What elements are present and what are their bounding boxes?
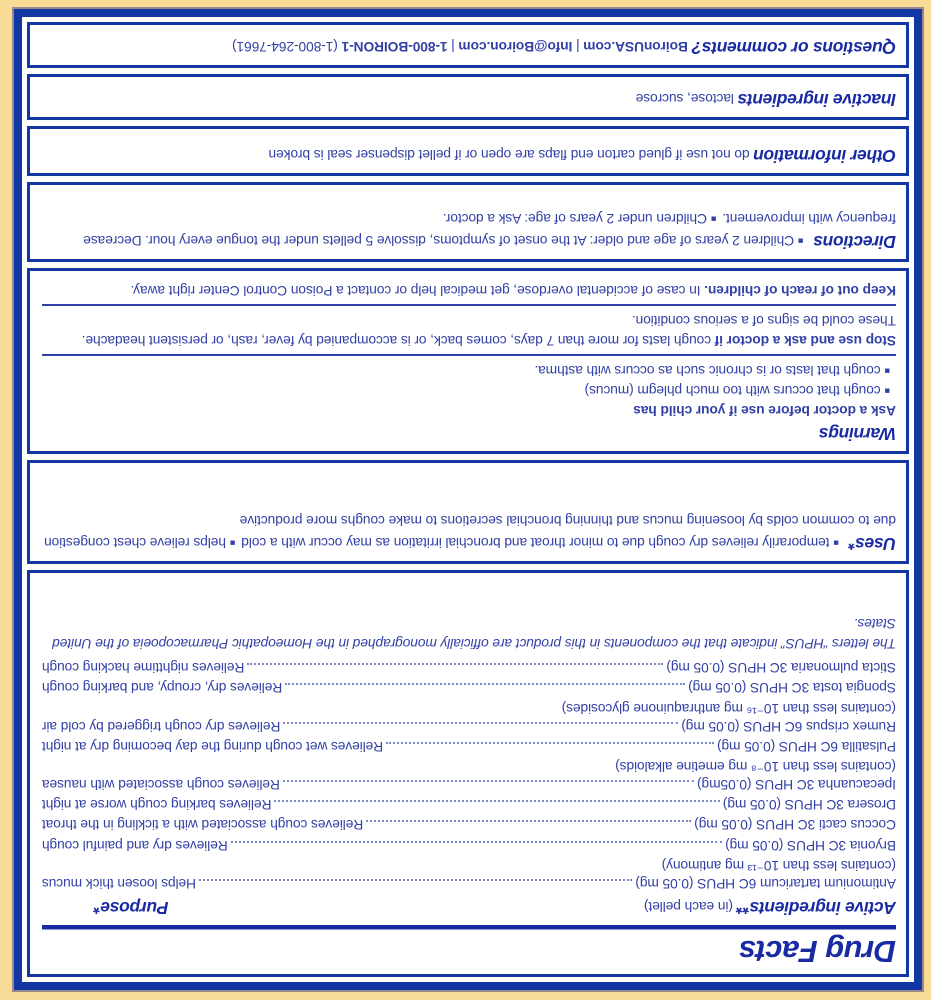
section-uses [27, 460, 909, 564]
inactive-ingredients-heading: Inactive ingredients [737, 90, 896, 110]
section-inactive-ingredients [27, 74, 909, 120]
dotted-leader [386, 742, 714, 744]
other-information-text: Other information do not use if glued carton end flaps are open or if pellet dispenser seal is broken [268, 146, 896, 166]
email-link: Info@Boiron.com [458, 39, 573, 54]
dotted-leader [231, 841, 723, 843]
questions-heading: Questions or comments? [691, 38, 896, 58]
directions-heading: Directions [813, 232, 896, 252]
dotted-leader [274, 800, 719, 802]
section-directions [27, 182, 909, 262]
square-bullet-icon: ■ [884, 386, 890, 397]
keep-out-of-reach-text: Keep out of reach of children. In case of accidental overdose, get medical help or contact a Poison Control Center right away. [130, 282, 896, 298]
inactive-ingredients-text: Inactive ingredients lactose, sucrose [635, 90, 896, 110]
ingredient-row: Antimonium tartaricum 6C HPUS (0.05 mg) Helps loosen thick mucus [42, 875, 896, 891]
dotted-leader [283, 722, 678, 724]
ingredients-column-headers [42, 895, 896, 921]
active-ingredients-heading: Active ingredients** (in each pellet) [644, 898, 896, 919]
phone-number: 1-800-BOIRON-1 [341, 39, 448, 54]
uses-text: Uses*■temporarily relieves dry cough due to minor throat and bronchial irritation as may occur with a cold■helps relieve chest congestion due to common colds by loosening mucus and thinning bronchial secretions to make coughs more productive [44, 513, 896, 554]
drug-facts-title: Drug Facts [739, 934, 896, 969]
questions-text [42, 34, 896, 60]
other-information-heading: Other information [753, 146, 896, 166]
ask-doctor-lead: Ask a doctor before use if your child has [633, 403, 896, 419]
square-bullet-icon: ■ [230, 538, 236, 548]
ask-doctor-bullet: ■cough that lasts or is chronic such as occurs with asthma. [42, 360, 896, 380]
ask-doctor-bullet: ■cough that occurs with too much phlegm (mucus) [42, 380, 896, 400]
ingredient-row: Bryonia 3C HPUS (0.05 mg) Relieves dry and painful cough [42, 837, 896, 853]
drug-facts-label-frame [14, 9, 922, 990]
stop-use-text: Stop use and ask a doctor if cough lasts for more than 7 days, comes back, or is accompanied by fever, rash, or persistent headache. These could be signs of a serious condition. [81, 312, 896, 349]
warnings-divider [42, 304, 896, 306]
hpus-footnote: The letters “HPUS” indicate that the components in this product are officially monographed in the Homeopathic Pharmacopoeia of the United States. [52, 615, 896, 652]
square-bullet-icon: ■ [710, 214, 717, 225]
ingredient-row: Ipecacuanha 3C HPUS (0.05mg) Relieves cough associated with nausea [42, 777, 896, 793]
purpose-heading: Purpose* [94, 898, 169, 919]
ingredient-row: Sticta pulmonaria 3C HPUS (0.05 mg) Relieves nighttime hacking cough [42, 660, 896, 676]
separator: | [576, 39, 580, 54]
dotted-leader [285, 683, 685, 685]
separator: | [451, 39, 455, 54]
section-active-ingredients [27, 570, 909, 977]
dotted-leader [247, 663, 663, 665]
section-questions [27, 22, 909, 68]
section-other-information [27, 126, 909, 176]
warnings-heading: Warnings [818, 424, 896, 444]
dotted-leader [199, 879, 632, 881]
phone-number-digits: (1-800-264-7661) [232, 39, 338, 54]
website-link: BoironUSA.com [583, 39, 688, 54]
dotted-leader [366, 820, 691, 822]
ingredient-row: Drosera 3C HPUS (0.05 mg) Relieves barking cough worse at night [42, 797, 896, 813]
directions-text: Directions■Children 2 years of age and older: At the onset of symptoms, dissolve 5 pellets under the tongue every hour. Decrease frequency with improvement.■Children under 2 years of age: Ask a doctor. [83, 211, 896, 252]
in-each-pellet-label: (in each pellet) [644, 899, 733, 915]
ingredient-note: (contains less than 10⁻¹⁶ mg anthraquinone glycosides) [561, 700, 896, 716]
warnings-divider [42, 354, 896, 356]
ingredient-row: Pulsatilla 6C HPUS (0.05 mg) Relieves wet cough during the day becoming dry at night [42, 738, 896, 754]
ingredient-row: Rumex crispus 6C HPUS (0.05 mg) Relieves dry cough triggered by cold air [42, 718, 896, 734]
uses-heading: Uses* [848, 534, 896, 554]
dotted-leader [283, 780, 694, 782]
ingredient-note: (contains less than 10⁻⁸ mg emetine alkaloids) [615, 758, 896, 774]
square-bullet-icon: ■ [798, 236, 804, 246]
square-bullet-icon: ■ [833, 538, 839, 548]
section-warnings [27, 268, 909, 454]
ingredient-row: Spongia tosta 3C HPUS (0.05 mg) Relieves dry, croupy, and barking cough [42, 680, 896, 696]
title-divider [42, 925, 896, 930]
ingredient-note: (contains less than 10⁻¹³ mg antimony) [661, 857, 896, 873]
square-bullet-icon: ■ [884, 366, 890, 377]
ingredient-row: Coccus cacti 3C HPUS (0.05 mg) Relieves cough associated with a tickling in the throat [42, 817, 896, 833]
